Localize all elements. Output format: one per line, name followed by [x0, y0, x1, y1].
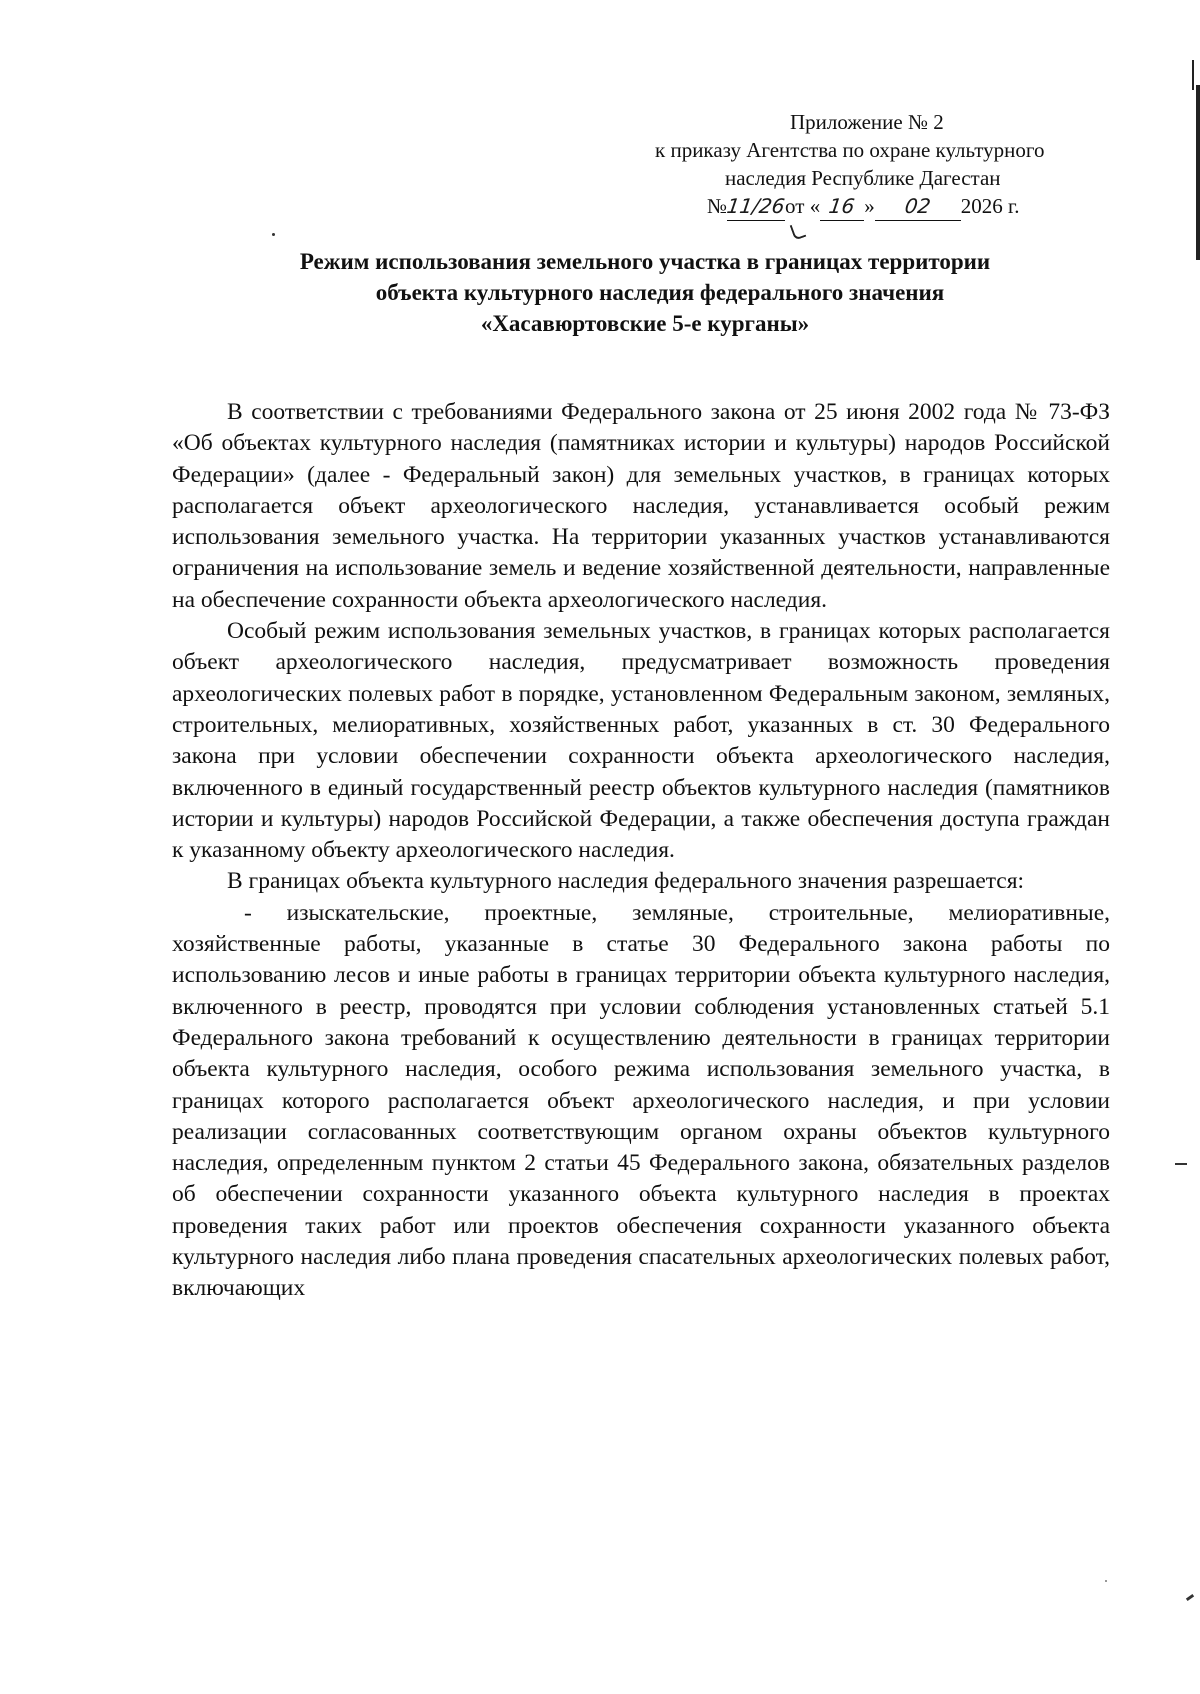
day-blank	[820, 192, 864, 221]
scan-speck	[1186, 1594, 1194, 1601]
title-line-3: «Хасавюртовские 5-е курганы»	[480, 311, 810, 336]
title-line-2: объекта культурного наследия федерального значения	[375, 280, 945, 305]
scan-edge-mark	[1196, 85, 1200, 260]
appendix-header	[560, 108, 1120, 221]
appendix-line-1: Приложение № 2	[790, 110, 944, 134]
month-blank	[875, 192, 961, 221]
order-number-blank	[727, 192, 785, 221]
date-from-label: от «	[785, 194, 821, 218]
title-line-1: Режим использования земельного участка в границах территории	[299, 249, 991, 274]
paragraph-3: В границах объекта культурного наследия федерального значения разрешается:	[227, 868, 1025, 895]
date-quote-close: »	[864, 194, 875, 218]
paragraph-2: Особый режим использования земельных участков, в границах которых располагается объект археологического наследия, предусматривает возможность проведения археологических полевых работ в порядке, установленном Федеральным законом, земляных, строительных, мелиоративных, хозяйственных работ, указанных в ст. 30 Федерального закона при условии обеспечении сохранности объекта археологического наследия, включенного в единый государственный реестр объектов культурного наследия (памятников истории и культуры) народов Российской Федерации, а также обеспечения доступа граждан к указанному объекту археологического наследия.	[172, 618, 1110, 864]
document-body	[172, 397, 1110, 1305]
appendix-line-2: к приказу Агентства по охране культурного	[655, 138, 1045, 162]
scan-speck	[1175, 1163, 1187, 1165]
appendix-order-number-line	[560, 192, 1120, 221]
handwritten-order-number: 11/26	[725, 194, 787, 218]
handwritten-day: 16	[827, 194, 857, 218]
scan-speck	[1105, 1580, 1107, 1582]
handwritten-tick-mark	[790, 221, 807, 240]
document-title	[150, 246, 1110, 339]
paragraph-4-list-item: - изыскательские, проектные, земляные, строительные, мелиоративные, хозяйственные работы, указанные в статье 30 Федерального закона работы по использованию лесов и иные работы в границах территории объекта культурного наследия, включенного в реестр, проводятся при условии соблюдения установленных статьей 5.1 Федерального закона требований к осуществлению деятельности в границах территории объекта культурного наследия, особого режима использования земельного участка, в границах которого располагается объект археологического наследия, и при условии реализации согласованных соответствующим органом охраны объектов культурного наследия, определенным пунктом 2 статьи 45 Федерального закона, обязательных разделов об обеспечении сохранности указанного объекта культурного наследия в проектах проведения таких работ или проектов обеспечения сохранности указанного объекта культурного наследия либо плана проведения спасательных археологических полевых работ, включающих	[172, 899, 1110, 1302]
scan-edge-mark	[1192, 60, 1194, 90]
scan-speck	[272, 233, 275, 236]
number-sign: №	[707, 194, 728, 218]
appendix-line-3: наследия Республике Дагестан	[725, 166, 1001, 190]
year-label: 2026 г.	[960, 194, 1020, 218]
handwritten-month: 02	[903, 194, 933, 218]
paragraph-1: В соответствии с требованиями Федерального закона от 25 июня 2002 года № 73-ФЗ «Об объектах культурного наследия (памятниках истории и культуры) народов Российской Федерации» (далее - Федеральный закон) для земельных участков, в границах которых располагается объект археологического наследия, устанавливается особый режим использования земельного участка. На территории указанных участков устанавливаются ограничения на использование земель и ведение хозяйственной деятельности, направленные на обеспечение сохранности объекта археологического наследия.	[172, 399, 1110, 613]
